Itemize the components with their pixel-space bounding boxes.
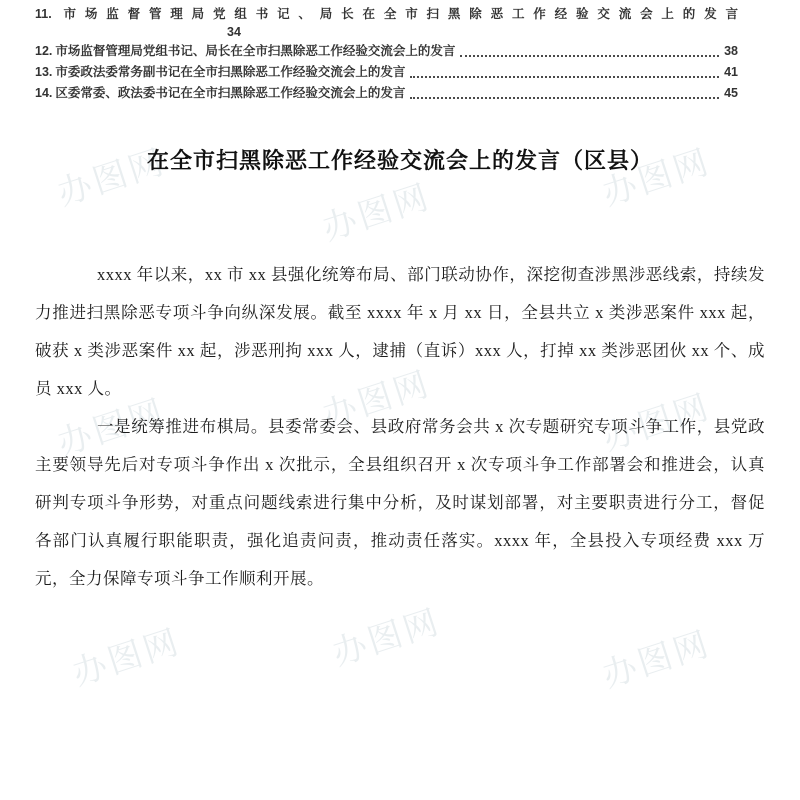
document-body [35, 256, 765, 598]
watermark-text: 办图网 [597, 387, 716, 459]
toc-entry-number: 11. [35, 7, 52, 21]
document-title: 在全市扫黑除恶工作经验交流会上的发言（区县） [146, 148, 653, 173]
toc-entry-title: 市委政法委常务副书记在全市扫黑除恶工作经验交流会上的发言 [55, 65, 406, 79]
toc-entry-text [35, 5, 738, 23]
watermark-text: 办图网 [52, 392, 171, 464]
toc-entry-title: 市场监督管理局党组书记、局长在全市扫黑除恶工作经验交流会上的发言 [55, 44, 456, 58]
dot-leader [405, 62, 724, 83]
watermark-text: 办图网 [327, 602, 446, 674]
toc-entry-page: 34 [227, 25, 241, 39]
toc-entry-page: 41 [724, 65, 738, 79]
watermark-text: 办图网 [317, 177, 436, 249]
paragraph-2: 一是统筹推进布棋局。县委常委会、县政府常务会共 x 次专题研究专项斗争工作，县党政主要领导先后对专项斗争作出 x 次批示，全县组织召开 x 次专项斗争工作部署会和推进会，认真研判专项斗争形势，对重点问题线索进行集中分析，及时谋划部署，对主要职责进行分工，督促各部门认真履行职能职责，强化追责问责，推动责任落实。xxxx 年，全县投入专项经费 xxx 万元，全力保障专项斗争工作顺利开展。 [35, 417, 765, 588]
toc-entry-title: 区委常委、政法委书记在全市扫黑除恶工作经验交流会上的发言 [55, 86, 406, 100]
toc-entry-number: 14. [35, 86, 53, 100]
dot-leader [405, 83, 724, 104]
table-of-contents [35, 5, 765, 104]
toc-item-13 [35, 62, 738, 83]
paragraph-1: xxxx 年以来，xx 市 xx 县强化统筹布局、部门联动协作，深挖彻查涉黑涉恶线索，持续发力推进扫黑除恶专项斗争向纵深发展。截至 xxxx 年 x 月 xx 日，全县共立 x 类涉恶案件 xxx 起，破获 x 类涉恶案件 xx 起，涉恶刑拘 xxx 人，逮捕（直诉）xxx 人，打掉 xx 类涉恶团伙 xx 个、成员 xxx 人。 [35, 265, 766, 398]
toc-item-14 [35, 83, 738, 104]
toc-entry-title: 市场监督管理局党组书记、局长在全市扫黑除恶工作经验交流会上的发言 [54, 7, 738, 21]
toc-item-12 [35, 41, 738, 62]
watermark-text: 办图网 [52, 142, 171, 214]
toc-entry-number: 12. [35, 44, 53, 58]
toc-item-11 [35, 5, 738, 41]
dot-leader [455, 41, 724, 62]
watermark-text: 办图网 [317, 364, 436, 436]
watermark-text: 办图网 [597, 624, 716, 696]
toc-entry-page: 38 [724, 44, 738, 58]
toc-entry-number: 13. [35, 65, 53, 79]
toc-entry-page: 45 [724, 86, 738, 100]
watermark-text: 办图网 [597, 142, 716, 214]
watermark-text: 办图网 [67, 622, 186, 694]
